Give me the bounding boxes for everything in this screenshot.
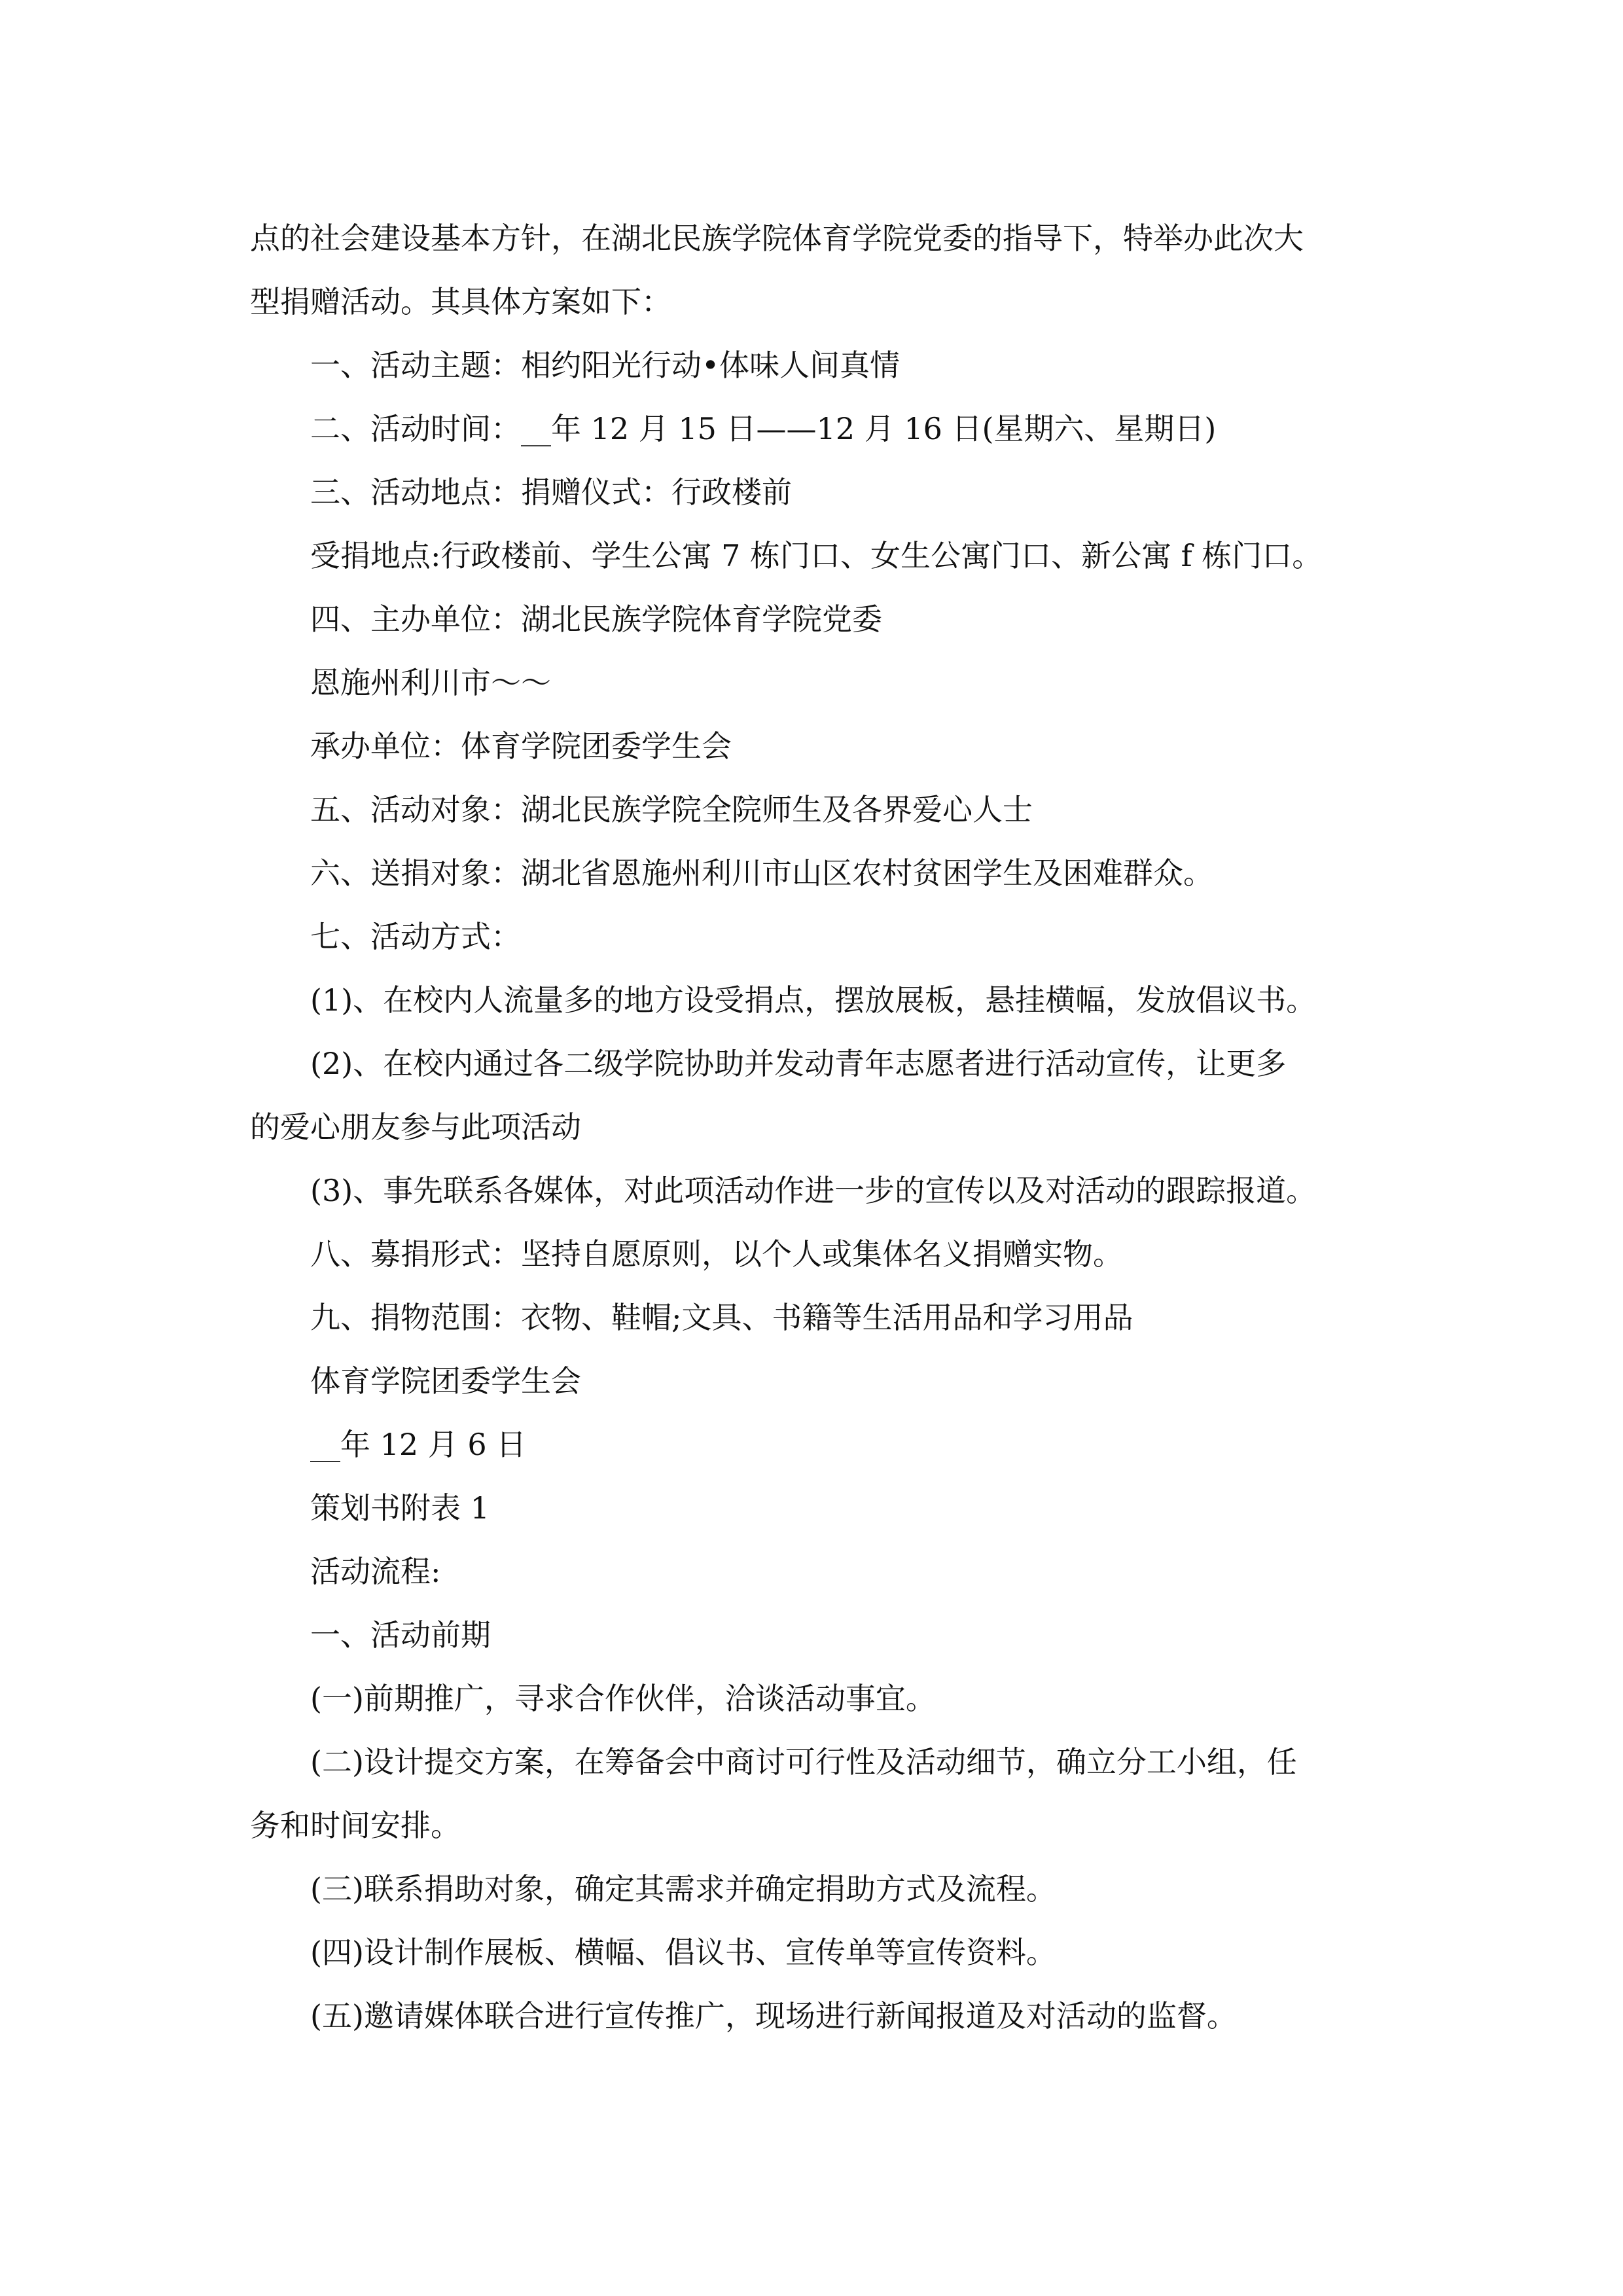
donation-scope-line: 九、捐物范围：衣物、鞋帽;文具、书籍等生活用品和学习用品 [310,1300,1133,1335]
method-item-3: (3)、事先联系各媒体，对此项活动作进一步的宣传以及对活动的跟踪报道。 [310,1173,1317,1208]
text-line: 点的社会建设基本方针，在湖北民族学院体育学院党委的指导下，特举办此次大 [250,221,1304,256]
text-line: 型捐赠活动。其具体方案如下： [250,284,671,319]
activity-theme-line: 一、活动主题：相约阳光行动•体味人间真情 [310,348,901,383]
document-body [250,207,1395,2048]
co-organizer-line: 恩施州利川市～～ [310,665,551,700]
activity-location-line: 三、活动地点：捐赠仪式：行政楼前 [310,475,792,510]
phase-item-3: (三)联系捐助对象，确定其需求并确定捐助方式及流程。 [310,1871,1056,1907]
activity-time-line: 二、活动时间：__年 12 月 15 日——12 月 16 日(星期六、星期日) [310,411,1217,446]
phase-item-2-continued: 务和时间安排。 [250,1808,461,1843]
undertaker-line: 承办单位：体育学院团委学生会 [310,728,732,764]
organizer-line: 四、主办单位：湖北民族学院体育学院党委 [310,601,882,637]
phase-heading: 一、活动前期 [310,1617,491,1653]
donation-points-line: 受捐地点:行政楼前、学生公寓 7 栋门口、女生公寓门口、新公寓 f 栋门口。 [310,538,1323,573]
phase-item-4: (四)设计制作展板、横幅、倡议书、宣传单等宣传资料。 [310,1935,1056,1970]
date-line: __年 12 月 6 日 [310,1427,527,1462]
fundraising-form-line: 八、募捐形式：坚持自愿原则，以个人或集体名义捐赠实物。 [310,1236,1123,1272]
phase-item-5: (五)邀请媒体联合进行宣传推广，现场进行新闻报道及对活动的监督。 [310,1998,1237,2034]
activity-target-line: 五、活动对象：湖北民族学院全院师生及各界爱心人士 [310,792,1033,827]
activity-method-heading: 七、活动方式： [310,919,521,954]
method-item-2-continued: 的爱心朋友参与此项活动 [250,1109,581,1145]
appendix-title: 策划书附表 1 [310,1490,490,1526]
recipient-line: 六、送捐对象：湖北省恩施州利川市山区农村贫困学生及困难群众。 [310,855,1213,891]
method-item-2: (2)、在校内通过各二级学院协助并发动青年志愿者进行活动宣传，让更多 [310,1046,1287,1081]
method-item-1: (1)、在校内人流量多的地方设受捐点，摆放展板，悬挂横幅，发放倡议书。 [310,982,1317,1018]
process-heading: 活动流程: [310,1554,441,1589]
signature-line: 体育学院团委学生会 [310,1363,581,1399]
phase-item-2: (二)设计提交方案，在筹备会中商讨可行性及活动细节，确立分工小组，任 [310,1744,1297,1780]
phase-item-1: (一)前期推广，寻求合作伙伴，洽谈活动事宜。 [310,1681,936,1716]
